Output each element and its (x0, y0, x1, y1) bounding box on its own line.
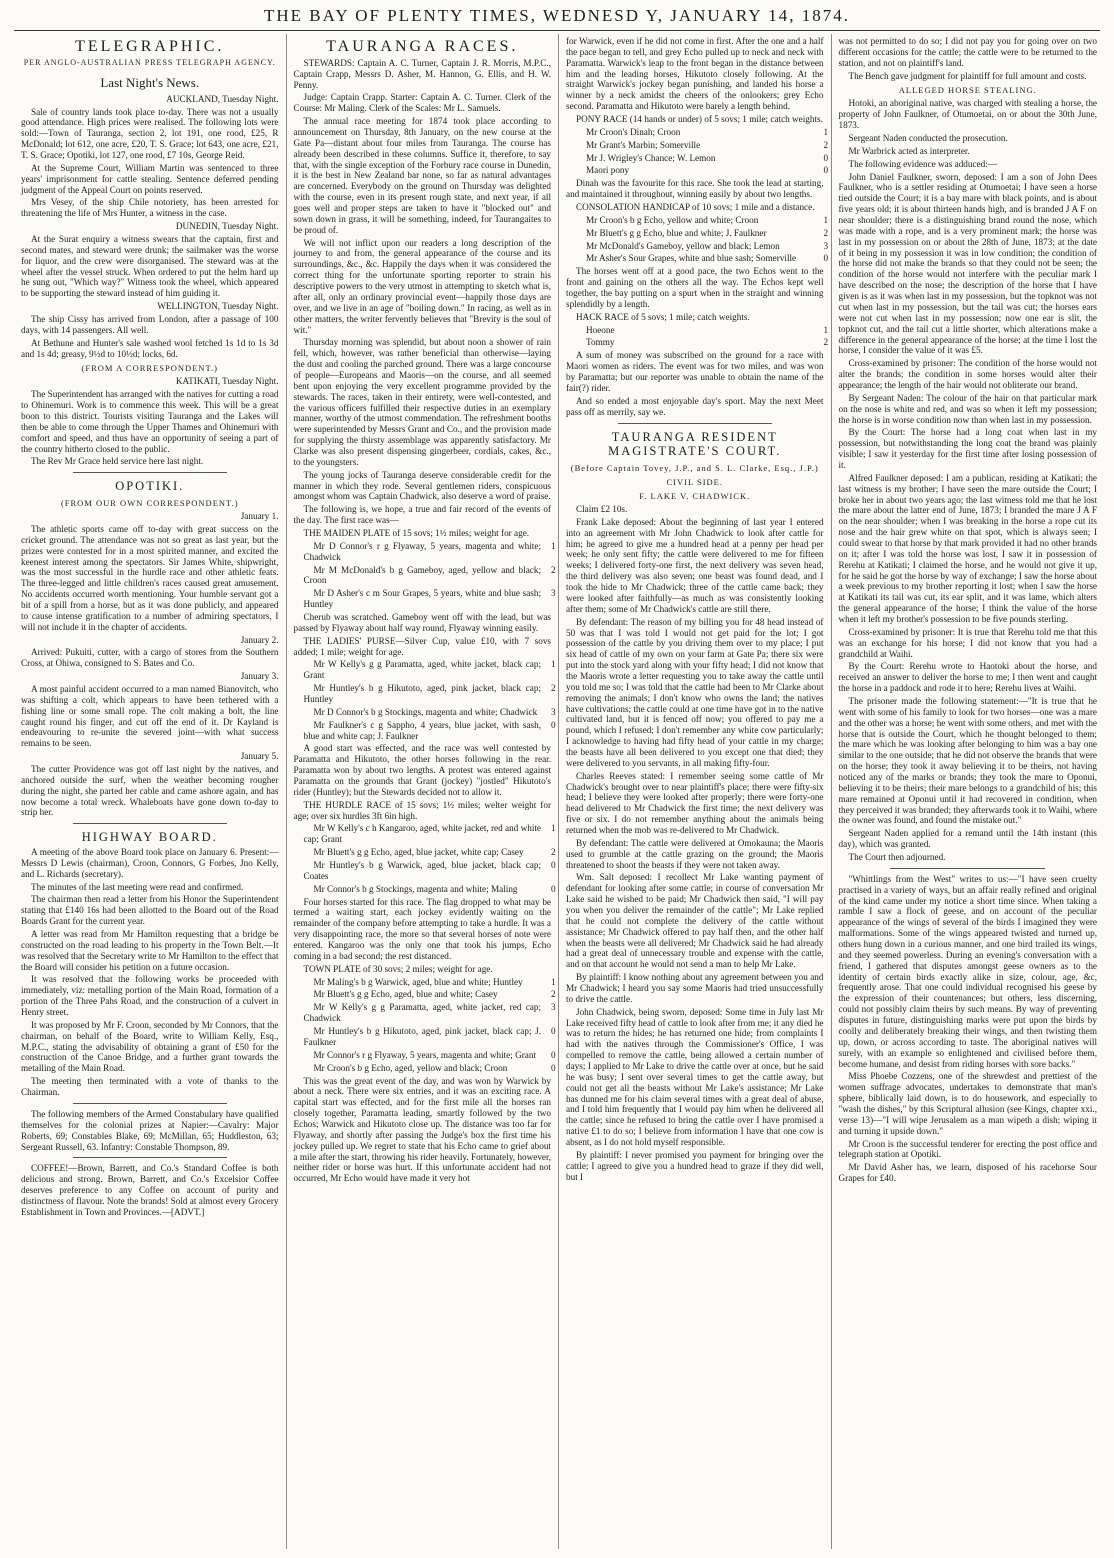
race-title: PONY RACE (14 hands or under) of 5 sovs; 1 mile; catch weights. (576, 114, 823, 125)
race-entry (294, 564, 556, 587)
race-entry (294, 540, 556, 563)
masthead-rule (14, 30, 1100, 31)
paragraph: John Chadwick, being sworn, deposed: Some time in July last Mr Lake received fifty head of cattle to look after from me; it any died he was to return the hides; he has returned one hide; from complaints I had with the natives through the Commissioner's Office, I was compelled to remove the cattle, being allowed a certain number of days; I applied to Mr Lake to drive the cattle over at once, but he said he was busy; I sent over several times to get the cattle away, but could not get all the beasts without Mr Lake's assistance; Mr Lake has dunned me for his claim several times with a great deal of abuse, and I told him frequently that I would pay him when he delivered all the cattle; since he refused to bring the cattle over I have promised a native £1 to do so; I believe from information I have that one cow is absent, as I do not hold myself responsible. (566, 1006, 824, 1148)
entry-horse: Mr Bluett's g g Echo, blue and white; J. Faulkner (586, 227, 767, 238)
entry-placing: 2 (823, 227, 829, 238)
paragraph: Mr Croon is the successful tenderer for erecting the post office and telegraph station at Opotiki. (838, 1138, 1097, 1160)
paragraph: A meeting of the above Board took place on January 6. Present:—Messrs D Lewis (chairman), Croon, Connors, G Forbes, Jno Kelly, and L. Richards (secretary). (21, 847, 279, 879)
entry-placing: 3 (551, 1002, 556, 1013)
paragraph: was not permitted to do so; I did not pay you for going over on two different occasions for the cattle; the cattle were to be returned to the station, and not on plaintiff's land. (838, 36, 1097, 68)
paragraph: The following evidence was adduced:— (848, 158, 997, 169)
masthead: THE BAY OF PLENTY TIMES, WEDNESD Y, JANUARY 14, 1874. (264, 6, 850, 25)
entry-placing: 0 (551, 883, 556, 894)
race-entry (294, 860, 556, 882)
paragraph: A letter was read from Mr Hamilton requesting that a bridge be constructed on the road leading to his property in the Town Belt.—It was resolved that the Secretary write to Mr Hamilton to the effect that the Board will consider his petition on a future occasion. (21, 929, 279, 972)
telegraphic-heading: TELEGRAPHIC. (75, 38, 225, 55)
race-entry (294, 719, 556, 742)
column-1 (14, 34, 287, 1549)
correspondent-heading: (FROM A CORRESPONDENT.) (81, 363, 218, 374)
section-divider (618, 423, 773, 424)
paragraph: The Court then adjourned. (848, 852, 946, 863)
paragraph: The cutter Providence was got off last night by the natives, and anchored outside the surf, when the weather becoming rougher during the night, she parted her cable and came ashore again, and has now become a total wreck. Whaleboats have gone down to-day to strip her. (21, 763, 279, 818)
paragraph: Miss Phoebe Cozzens, one of the shrewdest and prettiest of the women suffrage advocates, undertakes to demonstrate that man's sphere, biblically laid down, is to do housework, and especially to "wash the dishes," by this Scriptural allusion (see Kings, chapter xxi., verse 13)—"I will wipe Jerusalem as a man wipeth a dish; wiping it and turning it upside down." (838, 1071, 1097, 1136)
paragraph: Judge: Captain Crapp. Starter: Captain A. C. Turner. Clerk of the Course: Mr Maling. Clerk of the Scales: Mr L. Samuels. (293, 92, 551, 114)
opotiki-heading: OPOTIKI. (115, 479, 185, 494)
paragraph: The annual race meeting for 1874 took place according to announcement on Thursday, 8th January, on the new course at the Gate Pa—distant about four miles from Tauranga. The course has already been described in these columns. Suffice it, therefore, to say that, with the single exception of the Forbury race course in Dunedin, it is the best in New Zealand bar none, so far as natural advantages are concerned. Everybody on the ground on Thursday was delighted with the course, even in its present rough state, and next year, if all goes well and proper steps are taken to have it "blocked out" and sown down in grass, it will be something, indeed, for Taurangaites to be proud of. (293, 116, 551, 235)
section-divider (73, 823, 228, 824)
paragraph: A most painful accident occurred to a man named Bianovitch, who was shifting a colt, which appears to have been tethered with a fishing line or some small rope. The colt making a bolt, the line caught round his finger, and cut off the end of it. Dr Kayland is endeavouring to re-unite the severed joint—with what success remains to be seen. (21, 683, 279, 749)
entry-horse: Mr Huntley's b g Hikutoto, aged, pink jacket, black cap; J. Faulkner (303, 1026, 541, 1047)
advertisement: COFFEE!—Brown, Barrett, and Co.'s Standard Coffee is both delicious and strong. Brown, Barrett, and Co.'s Excelsior Coffee deserves preference to any Coffee on account of purity and distinctness of flavour. Note the brands! Sold at almost every Grocery Establishment in Town and Provinces.—[ADVT.] (21, 1163, 279, 1217)
entry-placing: 0 (551, 860, 556, 871)
race-entry (294, 683, 556, 705)
entry-horse: Tommy (586, 337, 615, 348)
entry-placing: 2 (823, 139, 829, 150)
paragraph: The following is, we hope, a true and fair record of the events of the day. The first race was— (293, 504, 551, 526)
race-entry (294, 1049, 556, 1061)
race-title: THE MAIDEN PLATE of 15 sovs; 1½ miles; weight for age. (303, 527, 530, 538)
race-entry (294, 1026, 556, 1048)
paragraph: By the Court: The horse had a long coat when last in my possession, but notwithstanding the long coat the brand was plainly visible; I saw it yesterday for the first time after losing possession of it. (838, 427, 1097, 470)
column-3 (559, 34, 832, 1549)
entry-horse: Mr McDonald's Gameboy, yellow and black; Lemon (586, 240, 780, 251)
paragraph: By defendant: The cattle were delivered at Omokauna; the Maoris used to grumble at the cattle grazing on the ground; the Maoris threatened to shoot the beasts if they were not taken away. (566, 837, 824, 870)
paragraph: The prisoner made the following statement:—"It is true that he went with some of his family to look for two horses—one was a mare and the other was a horse; he went with some others, and met with the horse that is outside the Court, which he thought belonged to them; the mare which he was looking after belonging to him was a bay one similar to the one outside; that he did not observe the brands that were on the horse; they took it away believing it to be theirs, not having noticed any of the marks or brands; they took the mare to Oponui, believing it to be theirs; their mare belongs to a grandchild of his; this mare remained at Oponui until it had recovered in condition, when they perceived it was branded; they afterwards took it to Waihi, where the owner was found, and found the mistake out." (838, 696, 1097, 826)
paragraph: Mrs Vesey, of the ship Chile notoriety, has been arrested for threatening the life of Mrs Hunter, a witness in the case. (21, 197, 279, 219)
court-subheading: (Before Captain Tovey, J.P., and S. L. Clarke, Esq., J.P.) (570, 463, 819, 473)
paragraph: By Sergeant Naden: The colour of the hair on that particular mark on the nose is white and red, and was so when it left my possession; the horse is in worse condition now than when last in my possession. (838, 392, 1097, 425)
race-entry (566, 126, 829, 138)
paragraph: The meeting then terminated with a vote of thanks to the Chairman. (21, 1076, 279, 1098)
paragraph: The Superintendent has arranged with the natives for cutting a road to Ohinemuri. Work is to commence this week. This will be a great boon to this district. Tourists visiting Tauranga and the Lakes will then be able to come through the Upper Thames and Ohinemuri with comfort and speed, and thus have an opportunity of seeing a part of the country hitherto closed to the public. (21, 389, 279, 454)
entry-placing: 3 (551, 706, 556, 717)
race-entries (294, 823, 556, 894)
race-entry (294, 989, 556, 1000)
race-entry (294, 976, 556, 988)
race-entry (566, 253, 829, 264)
entry-placing: 1 (823, 324, 829, 335)
civil-side-heading: CIVIL SIDE. (666, 477, 723, 488)
opotiki-subheading: (FROM OUR OWN CORRESPONDENT.) (60, 498, 239, 509)
entry-horse: Mr Huntley's b g Warwick, aged, blue jacket, black cap; Coates (303, 860, 541, 881)
case-heading: F. LAKE V. CHADWICK. (639, 491, 751, 502)
paragraph: The ship Cissy has arrived from London, after a passage of 100 days, with 14 passengers. All well. (21, 313, 279, 335)
entry-placing: 1 (823, 126, 829, 137)
entry-placing: 0 (823, 165, 829, 176)
paragraph: The Bench gave judgment for plaintiff for full amount and costs. (848, 70, 1087, 81)
paragraph: Sale of country lands took place to-day. There was not a usually good attendance. High prices were realised. The following lots were sold:—Town of Tauranga, section 2, lot 191, one rood, £25, R McDonald; lot 612, one acre, £20, T. S. Grace; lot 643, one acre, £21, T. S. Grace; Opotiki, lot 127, one rood, £7 10s, George Reid. (21, 106, 279, 160)
races-heading: TAURANGA RACES. (326, 38, 519, 55)
paragraph: By the Court: Rerehu wrote to Haotoki about the horse, and received an answer to deliver the horse to me; I then went and caught the horse in a paddock and rode it to here; Rerehu lives at Waihi. (838, 661, 1097, 694)
race-entry (566, 139, 829, 151)
paragraph: And so ended a most enjoyable day's sport. May the next Meet pass off as merrily, say we. (566, 395, 824, 417)
entry-horse: Mr Huntley's b g Hikutoto, aged, pink jacket, black cap; Huntley (303, 683, 541, 704)
race-entry (566, 337, 829, 348)
paragraph: Hotoki, an aboriginal native, was charged with stealing a horse, the property of John Faulkner, of Otumoetai, on or about the 30th June, 1873. (838, 98, 1097, 131)
race-title: HACK RACE of 5 sovs; 1 mile; catch weights. (576, 311, 750, 322)
race-entry (566, 165, 829, 176)
entry-horse: Mr W Kelly's g g Paramatta, aged, white jacket, red cap; Chadwick (303, 1002, 541, 1024)
paragraph: Alfred Faulkner deposed: I am a publican, residing at Katikati; the last witness is my brother; I have seen the mare outside the Court; I broke her in about two years ago; the last witness told me that he lost the mare about the latter end of June, 1873; I branded the mare J A F on the near shoulder; when I was breaking in the horse a rope cut its nose and the hair grew white on that spot, which is always seen; I could swear to that horse by that mark provided it had no other brands on it; after I was told the horse was lost, I saw it in possession of Rerehu at Katikati; I claimed the horse, and he would not give it up, for he said he got the horse by way of exchange; I saw the horse about a week previous to my brother reporting it lost; when I saw the horse at Katikati its tail was cut, its ear split, and it was lame, which alters the general appearance of the horse; I think the value of the horse when it left my brother's possession to be five pounds sterling. (838, 472, 1097, 624)
entry-placing: 1 (551, 659, 556, 670)
paragraph: Sergeant Naden applied for a remand until the 14th instant (this day), which was granted. (838, 828, 1097, 850)
dateline: KATIKATI, Tuesday Night. (175, 376, 279, 387)
entry-horse: Mr W Kelly's c h Kangaroo, aged, white jacket, red and white cap; Grant (303, 823, 541, 845)
entry-horse: Hoeone (586, 324, 615, 335)
entry-horse: Mr D Connor's r g Flyaway, 5 years, magenta and white; Chadwick (303, 540, 541, 562)
race-entry (566, 214, 829, 226)
entry-placing: 2 (551, 989, 556, 1000)
entry-horse: Mr Bluett's g g Echo, aged, blue and white; Casey (313, 989, 498, 1000)
paragraph: By plaintiff: I never promised you payment for bringing over the cattle; I agreed to give you a hundred head to graze if they did well, but I (566, 1149, 824, 1182)
entry-placing: 2 (551, 683, 556, 694)
race-entries (566, 126, 829, 176)
paragraph: Mr Warbrick acted as interpreter. (848, 145, 970, 156)
paragraph: At the Surat enquiry a witness swears that the captain, first and second mates, and steward were drunk; the sailmaker was the worse for liquor, and the crew were disorganised. The steward was at the wheel after the vessel struck. When ordered to put the helm hard up he sung out, "Which way?" Witness took the wheel, which appeared to be supporting the steward instead of him guiding it. (21, 233, 279, 299)
race-entries (294, 659, 556, 741)
entry-horse: Mr J. Wrigley's Chance; W. Lemon (586, 152, 716, 163)
paragraph: Sergeant Naden conducted the prosecution. (848, 133, 1008, 144)
race-entries (294, 976, 556, 1074)
race-entry (294, 847, 556, 858)
race-entry (566, 240, 829, 252)
paragraph: Thursday morning was splendid, but about noon a shower of rain fell, which, however, was rather beneficial than otherwise—laying the dust and cooling the parched ground. There was a large concourse of people—Europeans and Maoris—on the course, and all seemed bent upon enjoying the very excellent programme provided by the stewards. The races, taken in their entirety, were well-contested, and the various officers fulfilled their respective duties in an exemplary manner, worthy of the utmost commendation. The refreshment booths were superintended by Messrs Grant and Co., and the provision made for supplying the thirsty assemblage was apparently satisfactory. Mr Clarke was also present dispensing gingerbeer, cordials, cakes, &c., to the youngsters. (293, 337, 551, 467)
entry-placing: 2 (823, 337, 829, 348)
entry-horse: Mr Maling's b g Warwick, aged, blue and white; Huntley (313, 976, 523, 987)
paragraph: It was resolved that the following works be proceeded with immediately, viz: metalling portion of the Main Road, formation of a portion of the Three Pahs Road, and the construction of a culvert in Henry street. (21, 974, 279, 1018)
paragraph: We will not inflict upon our readers a long description of the journey to and from, the general appearance of the course and its surroundings, &c., &c. Happily the days when it was considered the correct thing for the unfortunate sporting reporter to strain his descriptive powers to the very utmost in attempting to sketch what is, after all, only an ordinary provincial event—happily those days are over, and we live in an age of "boiling down." In racing, as well as in other matters, the writer fervently believes that "Brevity is the soul of wit." (293, 237, 551, 335)
race-entry (294, 1062, 556, 1074)
paragraph: Charles Reeves stated: I remember seeing some cattle of Mr Chadwick's brought over to near plaintiff's place; there were fifty-six head; I believe they were looked after properly; there were forty-one head delivered to Mr Chadwick the first time; the next delivery was five or six. I do not remember anything about the animals being returned when the mob was re-delivered to Mr Chadwick. (566, 770, 824, 835)
entry-placing: 0 (823, 152, 829, 163)
entry-horse: Mr Asher's Sour Grapes, white and blue sash; Somerville (586, 253, 797, 264)
paragraph: Claim £2 10s. (576, 504, 628, 515)
entry-horse: Mr Croon's b g Echo, yellow and white; Croon (586, 214, 759, 225)
paragraph: The young jocks of Tauranga deserve considerable credit for the manner in which they rode. Several gentlemen riders, conspicuous amongst whom was Captain Chadwick, also deserve a word of praise. (293, 469, 551, 502)
paragraph: Cherub was scratched. Gameboy went off with the lead, but was passed by Flyaway about half way round, Flyaway winning easily. (293, 611, 551, 633)
paragraph: By defendant: The reason of my billing you for 48 head instead of 50 was that I was told I would not get paid for the lot; I got possession of the cattle by you driving them over to my place; I put six head of cattle of my own on your farm at Gate Pa; there six were put into the stock yard along with your fifty head; I did not know that the Maoris wrote a letter requesting you to take away the cattle until you told me so; I was told that the cattle had been to Mr Clarke about removing the animals; I don't know who owns the land; the natives have cultivations; the cattle could at one time have got in to the native cultivated land, but it is fenced off now; you offered to pay me a pound, which I refused; I don't remember any white cow particularly; I acknowledge to having had fifty head of your cattle in my charge; the beasts have all been delivered to you except one that died; they were delivered to you servants, in all making fifty-four. (566, 616, 824, 768)
entry-horse: Mr Grant's Marbin; Somerville (586, 139, 701, 150)
column-2 (287, 34, 560, 1549)
section-divider (890, 868, 1045, 869)
paragraph: Dinah was the favourite for this race. She took the lead at starting, and maintained it throughout, winning easily by about two lengths. (566, 178, 824, 200)
entry-horse: Mr Croon's b g Echo, aged, yellow and black; Croon (313, 1062, 508, 1073)
race-entry (294, 706, 556, 718)
race-title: THE HURDLE RACE of 15 sovs; 1½ miles; welter weight for age; over six hurdles 3ft 6in high. (293, 799, 551, 821)
race-entry (294, 823, 556, 845)
race-entries (566, 214, 829, 264)
paragraph: STEWARDS: Captain A. C. Turner, Captain J. R. Morris, M.P.C., Captain Crapp, Messrs D. Asher, M. Hannon, G. Ellis, and H. W. Penny. (293, 57, 551, 90)
paragraph: The minutes of the last meeting were read and confirmed. (31, 881, 244, 892)
race-entries (294, 540, 556, 610)
entry-horse: Mr D Connor's b g Stockings, magenta and white; Chadwick (313, 706, 538, 717)
race-entry (566, 227, 829, 239)
newspaper-page (14, 34, 1104, 1549)
paragraph: A good start was effected, and the race was well contested by Paramatta and Hikutoto, the other horses following in the rear. Paramatta won by about two lengths. A protest was entered against Paramatta on the grounds that Grant (jockey) "jostled" Hikutoto's rider (Huntley); but the Stewards decided not to allow it. (293, 743, 551, 797)
race-entry (294, 1002, 556, 1024)
paragraph: At Bethune and Hunter's sale washed wool fetched 1s 1d to 1s 3d and 1s 4d; greasy, 9½d to 10½d; locks, 6d. (21, 337, 279, 359)
section-divider (73, 1103, 228, 1104)
section-divider (73, 1157, 228, 1158)
entry-placing: 1 (823, 214, 829, 225)
race-entry (294, 588, 556, 610)
alleged-horse-stealing-heading: ALLEGED HORSE STEALING. (898, 85, 1037, 96)
paragraph: Four horses started for this race. The flag dropped to what may be termed a waiting start, each jockey evidently waiting on the remainder of the company before attempting to take a hurdle. It was a very disappointing race, the more so that several horses of note were entered. Kangaroo was the only one that took his jumps, Echo coming in a bad second; the rest distanced. (293, 896, 551, 961)
entry-horse: Mr D Asher's c m Sour Grapes, 5 years, white and blue sash; Huntley (303, 588, 541, 610)
paragraph: The athletic sports came off to-day with great success on the cricket ground. The attendance was not so great as last year, but the prizes were contested for in a most spirited manner, and excited the keenest interest among the spectators. Sir James White, shipwright, was the most successful in the hurdle race and other athletic feats. The three-legged and little children's races caused great amusement. No accidents occurred worth mentioning. Your humble servant got a bit of a spill from a horse, but as it was done publicly, and appeared to cause intense gratification to a number of admiring spectators, I will not include it in the chapter of accidents. (21, 523, 279, 632)
entry-placing: 0 (551, 1062, 556, 1073)
entry-horse: Mr W Kelly's g g Paramatta, aged, white jacket, black cap; Grant (303, 659, 541, 681)
race-entries (566, 324, 829, 349)
entry-placing: 3 (551, 588, 556, 599)
entry-placing: 2 (551, 847, 556, 858)
paragraph: It was proposed by Mr F. Croon, seconded by Mr Connors, that the chairman, on behalf of the Board, write to William Kelly, Esq., M.P.C., stating the advisability of obtaining a grant of £50 for the construction of the Canoe Bridge, and a further grant towards the metalling of the Main Road. (21, 1019, 279, 1074)
entry-horse: Mr Connor's r g Flyaway, 5 years, magenta and white; Grant (313, 1049, 537, 1060)
entry-horse: Mr Croon's Dinah; Croon (586, 126, 681, 137)
dateline: WELLINGTON, Tuesday Night. (157, 301, 279, 312)
news-heading: Last Night's News. (100, 75, 200, 91)
entry-placing: 0 (551, 1026, 556, 1037)
paragraph: By plaintiff: I know nothing about any agreement between you and Mr Chadwick; I heard you say some Maoris had tried unsuccessfully to drive the cattle. (566, 972, 824, 1004)
paragraph: Cross-examined by prisoner: The condition of the horse would not alter the brands; the condition in some horses would alter their appearance; the length of the hair would not obliterate our brand. (838, 358, 1097, 390)
entry-horse: Mr Connor's b g Stockings, magenta and white; Maling (313, 883, 518, 894)
paragraph: Wm. Salt deposed: I recollect Mr Lake wanting payment of defendant for looking after some cattle; in course of conversation Mr Lake said he wished to be paid; Mr Chadwick then said, "I will pay you when you deliver the remainder of the cattle"; Mr Lake replied that he could not complete the delivery of the cattle without assistance; Mr Chadwick offered to pay half then, and the other half when the beasts were all delivered; Mr Chadwick said he had already had a great deal of unnecessary trouble and expense with the cattle, and on that account he would not send a man to help Mr Lake. (566, 872, 824, 970)
entry-placing: 1 (551, 976, 556, 987)
entry-placing: 2 (551, 564, 556, 575)
paragraph: Arrived: Pukuiti, cutter, with a cargo of stores from the Southern Cross, at Ohiwa, consigned to S. Bates and Co. (21, 647, 279, 669)
race-title: CONSOLATION HANDICAP of 10 sovs; 1 mile and a distance. (576, 202, 815, 213)
paragraph: Cross-examined by prisoner: It is true that Rerehu told me that this was an exchange for his horse; I did not know that you had a grandchild at Waihi. (838, 626, 1097, 659)
paragraph: This was the great event of the day, and was won by Warwick by about a neck. There were six entries, and it was an exciting race. A capital start was effected, and for the first mile all the horses ran closely together, Paramatta leading, smartly followed by the two Echos; Warwick and Hikutoto close up. The distance was too far for Flyaway, and shortly after passing the Judge's box the first time his jockey pulled up. We regret to state that his Echo came to grief about a mile after the start, throwing his rider heavily. Fortunately, however, neither rider or horse was hurt. If this unfortunate accident had not occurred, Mr Echo would have made it very hot (293, 1075, 551, 1184)
entry-placing: 3 (823, 240, 829, 251)
paragraph: The horses went off at a good pace, the two Echos went to the front and gaining on the others all the way. The Echos kept well together, the bay putting on a spurt when in the straight and winning splendidly by a length. (566, 266, 824, 309)
entry-placing: 0 (823, 253, 829, 264)
paragraph: The Rev Mr Grace held service here last night. (31, 456, 204, 467)
race-title: THE LADIES' PURSE—Silver Cup, value £10, with 7 sovs added; 1 mile; weight for age. (293, 635, 551, 657)
dateline: DUNEDIN, Tuesday Night. (175, 221, 279, 232)
race-entry (294, 659, 556, 681)
entry-placing: 1 (551, 823, 556, 834)
entry-horse: Maori pony (586, 165, 630, 176)
entry-horse: Mr Faulkner's c g Sappho, 4 years, blue jacket, with sash, blue and white cap; J. Faulkner (303, 719, 541, 741)
paragraph: Mr David Asher has, we learn, disposed of his racehorse Sour Grapes for £40. (838, 1162, 1097, 1184)
paragraph: "Whittlings from the West" writes to us:—"I have seen cruelty practised in a variety of ways, but an affair really refined and original of the kind came under my notice a short time since. When taking a ramble I saw a flock of geese, and on account of the peculiar appearance of the wings of several of the birds I imagined they were malformations. Some of the wings appeared twisted and turned up, others hung down in a curious manner, and one bird trailed its wings, and they seemed powerless. During an evening's conversation with a friend, I gathered that disputes amongst geese owners as to the identity of certain birds exactly alike in size, colour, age, &c, frequently arose. That one could individual recognised his geese by the expression of their countenances; but others, less discerning, could not possibly claim theirs by such means. By way of preventing disputes in future, distinguishing marks were put upon the birds by coolly and deliberately breaking their wings, and then twisting them up, down, or across according to taste. The aboriginal natives will surely, with an example so enlightened and civilised before them, become humane, and desist from riding horses with sore backs." (838, 873, 1097, 1069)
race-entry (566, 324, 829, 336)
race-entry (566, 152, 829, 164)
paragraph: John Daniel Faulkner, sworn, deposed: I am a son of John Dees Faulkner, who is a settler residing at Otumoetai; I have seen a horse tied outside the Court; it is a bay mare with black points, and is about five years old; it is about thirteen hands high, and is branded J A F on near shoulder; there is a distinguishing brand round the nose, which was made with a rope, and is a very prominent mark; the horse was last in my possession on or about the 28th of June, 1873; at the date of it being in my possession it was in low condition; the condition of the horse did not make the brands so that they could not be seen; the condition of the horse would not interfere with the peculiar mark I have described on the nose; the description of the horse that I have given is as it was when last in my possession, but the topknot was not cut when last in my possession, but the tail was cut; the horses ears were not cut when last in my possession; now one ear is slit, the topknot cut, and the tail cut a little shorter, which alterations make a difference in the general appearance of the horse; at the time I lost the horse, I consider the value of it was £5. (838, 171, 1097, 356)
entry-placing: 1 (551, 540, 556, 551)
paragraph: At the Supreme Court, William Martin was sentenced to three years' imprisonment for cattle stealing. Sentence deferred pending judgment of the Appeal Court on points reserved. (21, 162, 279, 195)
entry-horse: Mr Bluett's g g Echo, aged, blue jacket, white cap; Casey (313, 847, 524, 858)
dateline: January 3. (240, 671, 279, 682)
entry-placing: 0 (551, 1049, 556, 1060)
column-4 (832, 34, 1105, 1549)
dateline: January 5. (240, 751, 279, 762)
paragraph: The following members of the Armed Constabulary have qualified themselves for the colonial prizes at Napier:—Cavalry: Major Roberts, 69; Constables Blake, 69; McMillan, 65; Huddleston, 63; Sergeant Russell, 63. Infantry: Constable Thompson, 89. (21, 1108, 279, 1152)
paragraph: A sum of money was subscribed on the ground for a race with Maori women as riders. The event was for two miles, and was won by Paramatta; but our reporter was unable to obtain the name of the fair(?) rider. (566, 350, 824, 393)
paragraph: for Warwick, even if he did not come in first. After the one and a half the pace began to tell, and grey Echo pulled up to neck and neck with Paramatta. Warwick's leap to the front began in the distance between him and the leading horses, Hikutoto closely following. At the straight Warwick's jockey began punishing, and landed his horse a winner by a neck amidst the cheers of the onlookers; grey Echo second. Paramatta and Hikutoto were barely a length behind. (566, 36, 824, 112)
telegraphic-subheading: PER ANGLO-AUSTRALIAN PRESS TELEGRAPH AGENCY. (23, 57, 276, 67)
section-divider (73, 472, 228, 473)
entry-placing: 0 (551, 719, 556, 730)
entry-horse: Mr M McDonald's b g Gameboy, aged, yellow and black; Croon (303, 564, 541, 586)
dateline: January 1. (240, 511, 279, 522)
race-title: TOWN PLATE of 30 sovs; 2 miles; weight for age. (303, 963, 493, 974)
court-heading: TAURANGA RESIDENT MAGISTRATE'S COURT. (608, 429, 782, 459)
dateline: January 2. (240, 634, 279, 645)
dateline: AUCKLAND, Tuesday Night. (166, 93, 279, 104)
highway-board-heading: HIGHWAY BOARD. (81, 830, 218, 845)
paragraph: Frank Lake deposed: About the beginning of last year I entered into an agreement with Mr John Chadwick to look after cattle for him; he agreed to give me a hundred head at a penny per head per week; he only sent fifty; the cattle were delivered to me for fifteen weeks; I delivered forty-one first, the next delivery was seven head, the third delivery was also seven; one beast was found dead, and I took the hide to Mr Chadwick; three of the cattle came back; they were looked after faithfully—as much as was consistently looking after them; some of Mr Chadwick's cattle are still there. (566, 516, 824, 614)
paragraph: The chairman then read a letter from his Honor the Superintendent stating that £140 16s had been allotted to the Board out of the Road Boards Grant for the current year. (21, 894, 279, 927)
race-entry (294, 883, 556, 895)
